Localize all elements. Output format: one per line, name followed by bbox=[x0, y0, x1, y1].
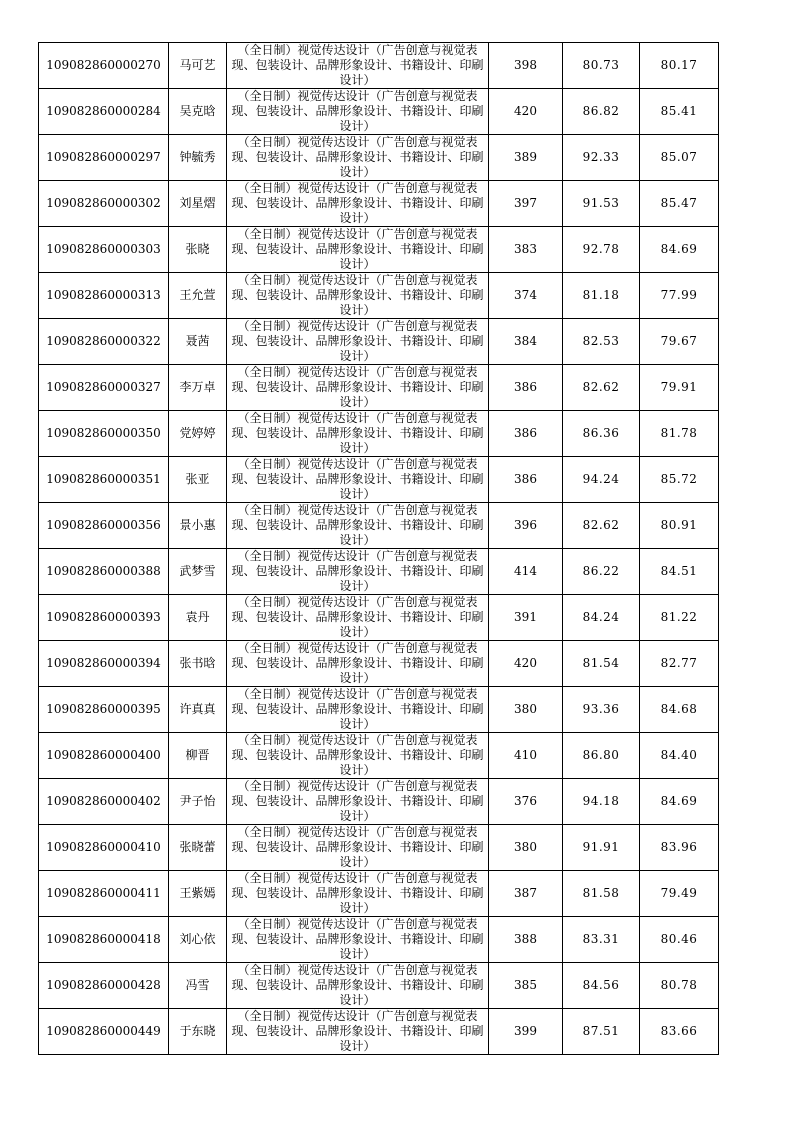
candidate-id-cell: 109082860000402 bbox=[39, 779, 169, 825]
candidate-name-cell: 武梦雪 bbox=[169, 549, 227, 595]
major-cell bbox=[227, 273, 489, 319]
major-text: （全日制）视觉传达设计（广告创意与视觉表现、包装设计、品牌形象设计、书籍设计、印刷设计） bbox=[231, 227, 484, 271]
table-row bbox=[39, 319, 719, 365]
final-score-cell: 85.72 bbox=[640, 457, 719, 503]
major-text: （全日制）视觉传达设计（广告创意与视觉表现、包装设计、品牌形象设计、书籍设计、印刷设计） bbox=[231, 825, 484, 869]
table-row bbox=[39, 871, 719, 917]
major-text: （全日制）视觉传达设计（广告创意与视觉表现、包装设计、品牌形象设计、书籍设计、印刷设计） bbox=[231, 549, 484, 593]
final-score-cell: 79.67 bbox=[640, 319, 719, 365]
score-table bbox=[38, 42, 719, 1055]
table-row bbox=[39, 89, 719, 135]
final-score-cell: 79.91 bbox=[640, 365, 719, 411]
exam-total-score-cell: 389 bbox=[489, 135, 563, 181]
candidate-id-cell: 109082860000356 bbox=[39, 503, 169, 549]
interview-score-cell: 91.53 bbox=[563, 181, 640, 227]
major-cell bbox=[227, 825, 489, 871]
exam-total-score-cell: 397 bbox=[489, 181, 563, 227]
exam-total-score-cell: 380 bbox=[489, 825, 563, 871]
table-row bbox=[39, 227, 719, 273]
major-text: （全日制）视觉传达设计（广告创意与视觉表现、包装设计、品牌形象设计、书籍设计、印刷设计） bbox=[231, 733, 484, 777]
exam-total-score-cell: 384 bbox=[489, 319, 563, 365]
exam-total-score-cell: 386 bbox=[489, 457, 563, 503]
final-score-cell: 80.17 bbox=[640, 43, 719, 89]
table-row bbox=[39, 687, 719, 733]
exam-total-score-cell: 374 bbox=[489, 273, 563, 319]
exam-total-score-cell: 420 bbox=[489, 89, 563, 135]
table-row bbox=[39, 503, 719, 549]
exam-total-score-cell: 383 bbox=[489, 227, 563, 273]
major-cell bbox=[227, 687, 489, 733]
major-text: （全日制）视觉传达设计（广告创意与视觉表现、包装设计、品牌形象设计、书籍设计、印刷设计） bbox=[231, 365, 484, 409]
table-row bbox=[39, 595, 719, 641]
final-score-cell: 83.96 bbox=[640, 825, 719, 871]
exam-total-score-cell: 386 bbox=[489, 411, 563, 457]
final-score-cell: 77.99 bbox=[640, 273, 719, 319]
major-cell bbox=[227, 181, 489, 227]
major-text: （全日制）视觉传达设计（广告创意与视觉表现、包装设计、品牌形象设计、书籍设计、印刷设计） bbox=[231, 917, 484, 961]
major-text: （全日制）视觉传达设计（广告创意与视觉表现、包装设计、品牌形象设计、书籍设计、印刷设计） bbox=[231, 779, 484, 823]
table-row bbox=[39, 43, 719, 89]
candidate-name-cell: 钟毓秀 bbox=[169, 135, 227, 181]
interview-score-cell: 82.53 bbox=[563, 319, 640, 365]
candidate-id-cell: 109082860000394 bbox=[39, 641, 169, 687]
final-score-cell: 85.07 bbox=[640, 135, 719, 181]
table-row bbox=[39, 825, 719, 871]
major-cell bbox=[227, 457, 489, 503]
candidate-id-cell: 109082860000270 bbox=[39, 43, 169, 89]
candidate-id-cell: 109082860000322 bbox=[39, 319, 169, 365]
final-score-cell: 83.66 bbox=[640, 1009, 719, 1055]
final-score-cell: 85.41 bbox=[640, 89, 719, 135]
candidate-name-cell: 张亚 bbox=[169, 457, 227, 503]
candidate-id-cell: 109082860000410 bbox=[39, 825, 169, 871]
major-text: （全日制）视觉传达设计（广告创意与视觉表现、包装设计、品牌形象设计、书籍设计、印刷设计） bbox=[231, 181, 484, 225]
major-text: （全日制）视觉传达设计（广告创意与视觉表现、包装设计、品牌形象设计、书籍设计、印刷设计） bbox=[231, 1009, 484, 1053]
final-score-cell: 84.69 bbox=[640, 779, 719, 825]
candidate-id-cell: 109082860000428 bbox=[39, 963, 169, 1009]
interview-score-cell: 83.31 bbox=[563, 917, 640, 963]
candidate-name-cell: 于东晓 bbox=[169, 1009, 227, 1055]
major-text: （全日制）视觉传达设计（广告创意与视觉表现、包装设计、品牌形象设计、书籍设计、印刷设计） bbox=[231, 89, 484, 133]
major-text: （全日制）视觉传达设计（广告创意与视觉表现、包装设计、品牌形象设计、书籍设计、印刷设计） bbox=[231, 687, 484, 731]
candidate-id-cell: 109082860000303 bbox=[39, 227, 169, 273]
candidate-name-cell: 冯雪 bbox=[169, 963, 227, 1009]
candidate-name-cell: 张晓 bbox=[169, 227, 227, 273]
major-cell bbox=[227, 503, 489, 549]
major-text: （全日制）视觉传达设计（广告创意与视觉表现、包装设计、品牌形象设计、书籍设计、印刷设计） bbox=[231, 43, 484, 87]
major-cell bbox=[227, 641, 489, 687]
candidate-id-cell: 109082860000418 bbox=[39, 917, 169, 963]
table-row bbox=[39, 1009, 719, 1055]
exam-total-score-cell: 385 bbox=[489, 963, 563, 1009]
final-score-cell: 84.51 bbox=[640, 549, 719, 595]
major-cell bbox=[227, 89, 489, 135]
candidate-name-cell: 吴克晗 bbox=[169, 89, 227, 135]
interview-score-cell: 94.24 bbox=[563, 457, 640, 503]
major-text: （全日制）视觉传达设计（广告创意与视觉表现、包装设计、品牌形象设计、书籍设计、印刷设计） bbox=[231, 963, 484, 1007]
final-score-cell: 84.69 bbox=[640, 227, 719, 273]
candidate-id-cell: 109082860000388 bbox=[39, 549, 169, 595]
table-row bbox=[39, 549, 719, 595]
candidate-name-cell: 柳晋 bbox=[169, 733, 227, 779]
final-score-cell: 81.78 bbox=[640, 411, 719, 457]
table-row bbox=[39, 779, 719, 825]
candidate-id-cell: 109082860000313 bbox=[39, 273, 169, 319]
final-score-cell: 80.91 bbox=[640, 503, 719, 549]
table-row bbox=[39, 365, 719, 411]
table-row bbox=[39, 181, 719, 227]
candidate-name-cell: 景小惠 bbox=[169, 503, 227, 549]
candidate-id-cell: 109082860000351 bbox=[39, 457, 169, 503]
final-score-cell: 84.40 bbox=[640, 733, 719, 779]
final-score-cell: 81.22 bbox=[640, 595, 719, 641]
interview-score-cell: 86.80 bbox=[563, 733, 640, 779]
major-cell bbox=[227, 43, 489, 89]
interview-score-cell: 86.22 bbox=[563, 549, 640, 595]
major-cell bbox=[227, 779, 489, 825]
exam-total-score-cell: 410 bbox=[489, 733, 563, 779]
exam-total-score-cell: 399 bbox=[489, 1009, 563, 1055]
candidate-name-cell: 刘星熠 bbox=[169, 181, 227, 227]
candidate-name-cell: 尹子怡 bbox=[169, 779, 227, 825]
candidate-name-cell: 许真真 bbox=[169, 687, 227, 733]
interview-score-cell: 94.18 bbox=[563, 779, 640, 825]
major-cell bbox=[227, 595, 489, 641]
candidate-name-cell: 袁丹 bbox=[169, 595, 227, 641]
major-text: （全日制）视觉传达设计（广告创意与视觉表现、包装设计、品牌形象设计、书籍设计、印刷设计） bbox=[231, 595, 484, 639]
final-score-cell: 82.77 bbox=[640, 641, 719, 687]
interview-score-cell: 82.62 bbox=[563, 365, 640, 411]
major-text: （全日制）视觉传达设计（广告创意与视觉表现、包装设计、品牌形象设计、书籍设计、印刷设计） bbox=[231, 641, 484, 685]
interview-score-cell: 84.56 bbox=[563, 963, 640, 1009]
candidate-name-cell: 王允萱 bbox=[169, 273, 227, 319]
interview-score-cell: 91.91 bbox=[563, 825, 640, 871]
interview-score-cell: 92.78 bbox=[563, 227, 640, 273]
exam-total-score-cell: 380 bbox=[489, 687, 563, 733]
major-text: （全日制）视觉传达设计（广告创意与视觉表现、包装设计、品牌形象设计、书籍设计、印刷设计） bbox=[231, 273, 484, 317]
candidate-id-cell: 109082860000400 bbox=[39, 733, 169, 779]
major-text: （全日制）视觉传达设计（广告创意与视觉表现、包装设计、品牌形象设计、书籍设计、印刷设计） bbox=[231, 871, 484, 915]
candidate-id-cell: 109082860000393 bbox=[39, 595, 169, 641]
candidate-name-cell: 聂茜 bbox=[169, 319, 227, 365]
exam-total-score-cell: 398 bbox=[489, 43, 563, 89]
interview-score-cell: 80.73 bbox=[563, 43, 640, 89]
interview-score-cell: 84.24 bbox=[563, 595, 640, 641]
major-text: （全日制）视觉传达设计（广告创意与视觉表现、包装设计、品牌形象设计、书籍设计、印刷设计） bbox=[231, 411, 484, 455]
major-cell bbox=[227, 917, 489, 963]
major-text: （全日制）视觉传达设计（广告创意与视觉表现、包装设计、品牌形象设计、书籍设计、印刷设计） bbox=[231, 457, 484, 501]
exam-total-score-cell: 388 bbox=[489, 917, 563, 963]
candidate-id-cell: 109082860000302 bbox=[39, 181, 169, 227]
interview-score-cell: 81.58 bbox=[563, 871, 640, 917]
interview-score-cell: 82.62 bbox=[563, 503, 640, 549]
interview-score-cell: 81.54 bbox=[563, 641, 640, 687]
table-row bbox=[39, 135, 719, 181]
candidate-name-cell: 马可艺 bbox=[169, 43, 227, 89]
candidate-name-cell: 王紫嫣 bbox=[169, 871, 227, 917]
exam-total-score-cell: 391 bbox=[489, 595, 563, 641]
final-score-cell: 79.49 bbox=[640, 871, 719, 917]
final-score-cell: 85.47 bbox=[640, 181, 719, 227]
major-cell bbox=[227, 549, 489, 595]
final-score-cell: 80.46 bbox=[640, 917, 719, 963]
candidate-name-cell: 刘心依 bbox=[169, 917, 227, 963]
major-text: （全日制）视觉传达设计（广告创意与视觉表现、包装设计、品牌形象设计、书籍设计、印刷设计） bbox=[231, 319, 484, 363]
major-cell bbox=[227, 1009, 489, 1055]
interview-score-cell: 87.51 bbox=[563, 1009, 640, 1055]
major-cell bbox=[227, 411, 489, 457]
table-row bbox=[39, 411, 719, 457]
candidate-id-cell: 109082860000327 bbox=[39, 365, 169, 411]
score-table-body bbox=[39, 43, 719, 1055]
major-cell bbox=[227, 227, 489, 273]
table-row bbox=[39, 273, 719, 319]
major-cell bbox=[227, 365, 489, 411]
candidate-id-cell: 109082860000395 bbox=[39, 687, 169, 733]
exam-total-score-cell: 414 bbox=[489, 549, 563, 595]
candidate-name-cell: 张晓蕾 bbox=[169, 825, 227, 871]
interview-score-cell: 86.36 bbox=[563, 411, 640, 457]
candidate-id-cell: 109082860000297 bbox=[39, 135, 169, 181]
table-row bbox=[39, 457, 719, 503]
major-text: （全日制）视觉传达设计（广告创意与视觉表现、包装设计、品牌形象设计、书籍设计、印刷设计） bbox=[231, 503, 484, 547]
exam-total-score-cell: 387 bbox=[489, 871, 563, 917]
table-row bbox=[39, 733, 719, 779]
major-cell bbox=[227, 871, 489, 917]
major-text: （全日制）视觉传达设计（广告创意与视觉表现、包装设计、品牌形象设计、书籍设计、印刷设计） bbox=[231, 135, 484, 179]
exam-total-score-cell: 386 bbox=[489, 365, 563, 411]
table-row bbox=[39, 963, 719, 1009]
table-row bbox=[39, 917, 719, 963]
final-score-cell: 80.78 bbox=[640, 963, 719, 1009]
exam-total-score-cell: 376 bbox=[489, 779, 563, 825]
major-cell bbox=[227, 319, 489, 365]
exam-total-score-cell: 420 bbox=[489, 641, 563, 687]
interview-score-cell: 92.33 bbox=[563, 135, 640, 181]
exam-total-score-cell: 396 bbox=[489, 503, 563, 549]
candidate-id-cell: 109082860000284 bbox=[39, 89, 169, 135]
candidate-id-cell: 109082860000449 bbox=[39, 1009, 169, 1055]
interview-score-cell: 81.18 bbox=[563, 273, 640, 319]
candidate-id-cell: 109082860000350 bbox=[39, 411, 169, 457]
final-score-cell: 84.68 bbox=[640, 687, 719, 733]
interview-score-cell: 93.36 bbox=[563, 687, 640, 733]
interview-score-cell: 86.82 bbox=[563, 89, 640, 135]
major-cell bbox=[227, 963, 489, 1009]
table-row bbox=[39, 641, 719, 687]
candidate-name-cell: 党婷婷 bbox=[169, 411, 227, 457]
candidate-id-cell: 109082860000411 bbox=[39, 871, 169, 917]
candidate-name-cell: 张书晗 bbox=[169, 641, 227, 687]
candidate-name-cell: 李万卓 bbox=[169, 365, 227, 411]
major-cell bbox=[227, 733, 489, 779]
major-cell bbox=[227, 135, 489, 181]
